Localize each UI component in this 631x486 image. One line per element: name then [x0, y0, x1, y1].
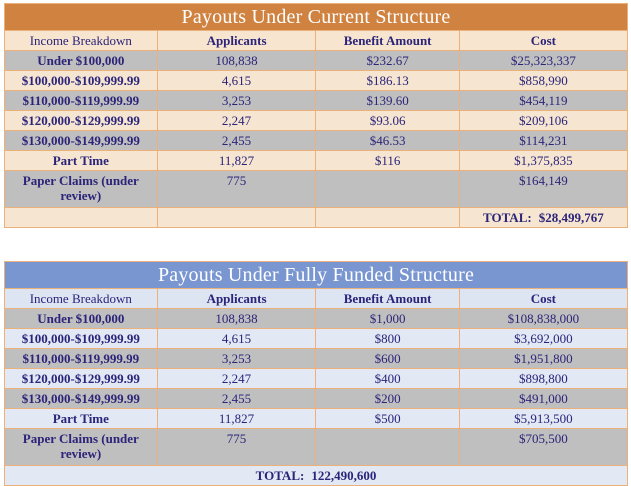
cell-income-breakdown: Part Time — [5, 151, 158, 171]
cell-cost: $25,323,337 — [459, 51, 627, 71]
cell-benefit-amount: $186.13 — [316, 71, 459, 91]
column-header-applicants: Applicants — [157, 31, 316, 51]
table-row — [5, 349, 628, 369]
cell-income-breakdown: $110,000-$119,999.99 — [5, 91, 158, 111]
payouts-fully-funded-structure-table — [4, 261, 628, 486]
cell-benefit-amount: $93.06 — [316, 111, 459, 131]
cell-applicants: 2,247 — [157, 369, 316, 389]
cell-benefit-amount — [316, 171, 459, 208]
column-header-cost: Cost — [459, 31, 627, 51]
cell-applicants: 775 — [157, 429, 316, 466]
table-row — [5, 151, 628, 171]
table-row — [5, 309, 628, 329]
cell-applicants: 4,615 — [157, 329, 316, 349]
table-title: Payouts Under Fully Funded Structure — [5, 262, 628, 289]
table-row — [5, 111, 628, 131]
cell-applicants: 108,838 — [157, 309, 316, 329]
total-cell — [5, 466, 628, 486]
column-header-applicants: Applicants — [157, 289, 316, 309]
cell-applicants: 2,247 — [157, 111, 316, 131]
cell-income-breakdown: Under $100,000 — [5, 309, 158, 329]
cell-cost: $108,838,000 — [459, 309, 627, 329]
table-row — [5, 409, 628, 429]
table-row — [5, 71, 628, 91]
cell-income-breakdown: $100,000-$109,999.99 — [5, 329, 158, 349]
cell-applicants: 2,455 — [157, 131, 316, 151]
cell-income-breakdown: Under $100,000 — [5, 51, 158, 71]
cell-cost: $454,119 — [459, 91, 627, 111]
cell-cost: $705,500 — [459, 429, 627, 466]
payouts-current-structure-table — [4, 3, 628, 228]
column-header-cost: Cost — [459, 289, 627, 309]
cell-applicants: 2,455 — [157, 389, 316, 409]
empty-cell — [5, 208, 158, 228]
column-header-benefit-amount: Benefit Amount — [316, 289, 459, 309]
table-row — [5, 329, 628, 349]
cell-applicants: 775 — [157, 171, 316, 208]
cell-applicants: 11,827 — [157, 409, 316, 429]
column-header-income-breakdown: Income Breakdown — [5, 289, 158, 309]
cell-benefit-amount: $800 — [316, 329, 459, 349]
table-spacer — [4, 228, 628, 261]
cell-benefit-amount: $46.53 — [316, 131, 459, 151]
total-label: TOTAL: — [483, 210, 532, 225]
cell-applicants: 3,253 — [157, 91, 316, 111]
cell-cost: $164,149 — [459, 171, 627, 208]
table-row — [5, 389, 628, 409]
cell-income-breakdown: $100,000-$109,999.99 — [5, 71, 158, 91]
cell-cost: $858,990 — [459, 71, 627, 91]
total-row — [5, 208, 628, 228]
total-row — [5, 466, 628, 486]
cell-cost: $114,231 — [459, 131, 627, 151]
table-row — [5, 369, 628, 389]
table-row — [5, 91, 628, 111]
cell-benefit-amount: $1,000 — [316, 309, 459, 329]
cell-benefit-amount: $232.67 — [316, 51, 459, 71]
cell-cost: $209,106 — [459, 111, 627, 131]
column-header-row — [5, 289, 628, 309]
cell-cost: $3,692,000 — [459, 329, 627, 349]
cell-cost: $898,800 — [459, 369, 627, 389]
total-value: 122,490,600 — [311, 468, 377, 483]
cell-cost: $5,913,500 — [459, 409, 627, 429]
cell-benefit-amount: $500 — [316, 409, 459, 429]
cell-income-breakdown: Paper Claims (under review) — [5, 429, 158, 466]
cell-cost: $1,951,800 — [459, 349, 627, 369]
cell-income-breakdown: $110,000-$119,999.99 — [5, 349, 158, 369]
table-title: Payouts Under Current Structure — [5, 4, 628, 31]
table-row — [5, 131, 628, 151]
total-value: $28,499,767 — [538, 210, 604, 225]
cell-applicants: 4,615 — [157, 71, 316, 91]
cell-benefit-amount: $400 — [316, 369, 459, 389]
cell-income-breakdown: $130,000-$149,999.99 — [5, 389, 158, 409]
table-row — [5, 51, 628, 71]
empty-cell — [157, 208, 316, 228]
cell-income-breakdown: $120,000-$129,999.99 — [5, 369, 158, 389]
cell-applicants: 108,838 — [157, 51, 316, 71]
total-label: TOTAL: — [255, 468, 305, 483]
cell-cost: $491,000 — [459, 389, 627, 409]
cell-applicants: 3,253 — [157, 349, 316, 369]
cell-applicants: 11,827 — [157, 151, 316, 171]
total-cell — [459, 208, 627, 228]
cell-income-breakdown: Part Time — [5, 409, 158, 429]
cell-benefit-amount: $200 — [316, 389, 459, 409]
empty-cell — [316, 208, 459, 228]
cell-benefit-amount: $116 — [316, 151, 459, 171]
cell-income-breakdown: $130,000-$149,999.99 — [5, 131, 158, 151]
column-header-benefit-amount: Benefit Amount — [316, 31, 459, 51]
cell-income-breakdown: $120,000-$129,999.99 — [5, 111, 158, 131]
column-header-row — [5, 31, 628, 51]
cell-cost: $1,375,835 — [459, 151, 627, 171]
cell-income-breakdown: Paper Claims (under review) — [5, 171, 158, 208]
title-row — [5, 4, 628, 31]
column-header-income-breakdown: Income Breakdown — [5, 31, 158, 51]
cell-benefit-amount: $600 — [316, 349, 459, 369]
table-row — [5, 171, 628, 208]
title-row — [5, 262, 628, 289]
cell-benefit-amount: $139.60 — [316, 91, 459, 111]
